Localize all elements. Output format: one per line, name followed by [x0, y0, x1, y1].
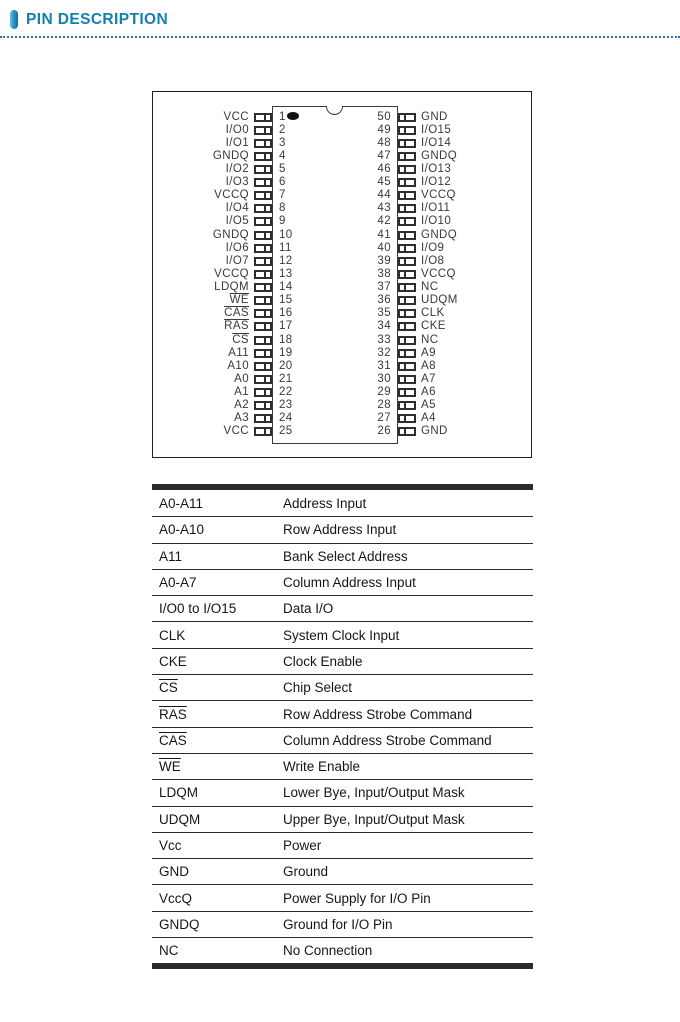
pin-number-right: 33: [377, 333, 391, 346]
pin-symbol-right: [398, 362, 416, 371]
pin-symbol-left: [254, 283, 272, 292]
pin-number-right: 34: [377, 320, 391, 333]
pin-number-right: 47: [377, 149, 391, 162]
pin-name-cell: CKE: [159, 653, 187, 669]
pin-row: [153, 307, 531, 320]
pin-numbers: [272, 242, 398, 255]
pin-symbol-left: [254, 322, 272, 331]
pin-row: [153, 334, 531, 347]
pin-symbol-left: [254, 244, 272, 253]
pin-name-cell: UDQM: [159, 811, 201, 827]
pin-number-right: 36: [377, 294, 391, 307]
pin-label-left: I/O2: [225, 162, 249, 175]
pin-symbol-right: [398, 113, 416, 122]
pin-number-right: 29: [377, 386, 391, 399]
pin-symbol-right: [398, 191, 416, 200]
pin-label-right: A9: [421, 346, 436, 359]
pin-label-left: $\overline{CAS}$: [224, 307, 249, 320]
table-row: [152, 911, 533, 937]
pin-desc-cell: Upper Bye, Input/Output Mask: [283, 811, 465, 827]
table-row: [152, 779, 533, 805]
pin-name-cell: GND: [159, 864, 189, 880]
pin-symbol-right: [398, 126, 416, 135]
pin-symbol-right: [398, 165, 416, 174]
section-header: [0, 0, 680, 29]
pin-number-left: 8: [279, 202, 286, 215]
pin-label-left: A3: [234, 412, 249, 425]
pin-symbol-right: [398, 296, 416, 305]
pin-symbol-right: [398, 336, 416, 345]
pin-symbol-left: [254, 427, 272, 436]
pin-numbers: [272, 137, 398, 150]
pin-number-right: 37: [377, 281, 391, 294]
pin-symbol-left: [254, 217, 272, 226]
pin-label-left: I/O4: [225, 202, 249, 215]
pin-symbol-right: [398, 178, 416, 187]
pin-number-right: 49: [377, 123, 391, 136]
pin-number-left: 10: [279, 228, 293, 241]
pin-desc-cell: No Connection: [283, 943, 373, 959]
pin-number-left: 13: [279, 267, 293, 280]
pin-label-right: NC: [421, 333, 439, 346]
pin-row: [153, 150, 531, 163]
page-title: PIN DESCRIPTION: [26, 10, 169, 28]
pin-numbers: [272, 150, 398, 163]
pin-label-right: A8: [421, 359, 436, 372]
pin-numbers: [272, 163, 398, 176]
pin-symbol-right: [398, 152, 416, 161]
pin-numbers: [272, 202, 398, 215]
pin-row: [153, 320, 531, 333]
pin-symbol-right: [398, 139, 416, 148]
pin-label-right: VCCQ: [421, 267, 456, 280]
pin-symbol-right: [398, 204, 416, 213]
pin-row: [153, 268, 531, 281]
pin-number-left: 18: [279, 333, 293, 346]
pin-symbol-right: [398, 257, 416, 266]
pin-symbol-left: [254, 362, 272, 371]
pin-number-left: 16: [279, 307, 293, 320]
pin-number-right: 35: [377, 307, 391, 320]
pin-symbol-right: [398, 401, 416, 410]
pin-number-left: 5: [279, 162, 286, 175]
pin-symbol-left: [254, 375, 272, 384]
pin-number-right: 46: [377, 162, 391, 175]
pin-desc-cell: Column Address Strobe Command: [283, 732, 492, 748]
pin-number-left: 11: [279, 241, 292, 254]
pin-numbers: [272, 281, 398, 294]
pin-label-left: I/O3: [225, 176, 249, 189]
pin-number-left: 19: [279, 346, 293, 359]
pin-number-left: 4: [279, 149, 286, 162]
pin-symbol-left: [254, 257, 272, 266]
pin-number-left: 7: [279, 189, 286, 202]
pin-label-right: I/O9: [421, 241, 445, 254]
pin-number-left: 25: [279, 425, 293, 438]
pin-row: [153, 347, 531, 360]
pin-name-cell: $\overline{WE}$: [159, 759, 181, 775]
pin-desc-cell: Ground: [283, 864, 329, 880]
pin-desc-cell: Clock Enable: [283, 653, 363, 669]
pin-label-right: I/O13: [421, 162, 452, 175]
pin-symbol-left: [254, 414, 272, 423]
pin-numbers: [272, 386, 398, 399]
pin-name-cell: VccQ: [159, 890, 193, 906]
pin-number-right: 44: [377, 189, 391, 202]
pin-label-right: A7: [421, 372, 436, 385]
pin-symbol-right: [398, 427, 416, 436]
pin-numbers: [272, 373, 398, 386]
table-row: [152, 700, 533, 726]
pin-label-left: GNDQ: [212, 149, 249, 162]
pin-name-cell: A0-A10: [159, 522, 205, 538]
pin-symbol-right: [398, 231, 416, 240]
table-row: [152, 543, 533, 569]
pin-number-right: 48: [377, 136, 391, 149]
pin-row: [153, 373, 531, 386]
pin-number-right: 26: [377, 425, 391, 438]
pin-symbol-left: [254, 401, 272, 410]
pin-number-left: 21: [279, 372, 293, 385]
pin-label-right: I/O14: [421, 136, 452, 149]
pin-row: [153, 255, 531, 268]
pin-desc-cell: Row Address Input: [283, 522, 397, 538]
pin-label-right: I/O11: [421, 202, 451, 215]
table-row: [152, 490, 533, 516]
pin-label-left: $\overline{RAS}$: [224, 320, 249, 333]
pin-name-cell: I/O0 to I/O15: [159, 601, 237, 617]
pin-desc-cell: Data I/O: [283, 601, 334, 617]
pin-symbol-right: [398, 309, 416, 318]
pin-label-right: NC: [421, 281, 439, 294]
pin-numbers: [272, 320, 398, 333]
pin-desc-cell: System Clock Input: [283, 627, 400, 643]
pin-number-left: 12: [279, 254, 293, 267]
pin-symbol-right: [398, 388, 416, 397]
pin-desc-cell: Row Address Strobe Command: [283, 706, 473, 722]
pin-row: [153, 386, 531, 399]
pin-number-left: 15: [279, 294, 293, 307]
pin-row: [153, 360, 531, 373]
pin-numbers: [272, 334, 398, 347]
pin-label-left: LDQM: [214, 281, 249, 294]
pin-numbers: [272, 229, 398, 242]
pin-symbol-right: [398, 283, 416, 292]
pin-symbol-left: [254, 191, 272, 200]
pin-label-left: A10: [227, 359, 249, 372]
pin-name-cell: $\overline{CS}$: [159, 680, 178, 696]
pin-numbers: [272, 307, 398, 320]
pin-numbers: [272, 189, 398, 202]
table-row: [152, 595, 533, 621]
pin-number-left: 9: [279, 215, 286, 228]
pin-label-left: I/O0: [225, 123, 249, 136]
pin-name-cell: A11: [159, 548, 183, 564]
pin-desc-cell: Column Address Input: [283, 575, 416, 591]
pin-number-right: 50: [377, 110, 391, 123]
table-row: [152, 832, 533, 858]
pin-name-cell: $\overline{RAS}$: [159, 706, 187, 722]
pin-desc-cell: Bank Select Address: [283, 548, 408, 564]
pin-number-left: 24: [279, 412, 293, 425]
pin1-dot-icon: [287, 112, 299, 120]
pin-label-left: A11: [228, 346, 249, 359]
pin-symbol-left: [254, 204, 272, 213]
pin-number-left: 17: [279, 320, 293, 333]
pin-desc-cell: Address Input: [283, 495, 367, 511]
pin-label-right: GNDQ: [421, 228, 458, 241]
pin-symbol-left: [254, 139, 272, 148]
section-marker-icon: [10, 10, 18, 29]
pin-row: [153, 399, 531, 412]
table-row: [152, 937, 533, 963]
pin-number-right: 42: [377, 215, 391, 228]
pin-number-right: 43: [377, 202, 391, 215]
table-row: [152, 858, 533, 884]
table-row: [152, 674, 533, 700]
pin-name-cell: LDQM: [159, 785, 199, 801]
pin-name-cell: A0-A7: [159, 575, 197, 591]
pin-number-left: 20: [279, 359, 293, 372]
pin-row: [153, 202, 531, 215]
pin-label-left: VCCQ: [214, 189, 249, 202]
pin-row: [153, 242, 531, 255]
pin-symbol-left: [254, 231, 272, 240]
pin-symbol-left: [254, 296, 272, 305]
pin-label-left: A1: [234, 386, 249, 399]
table-row: [152, 516, 533, 542]
table-row: [152, 569, 533, 595]
content-column: [152, 91, 533, 969]
pin-desc-cell: Ground for I/O Pin: [283, 916, 393, 932]
pin-number-right: 27: [377, 412, 391, 425]
pin-numbers: [272, 124, 398, 137]
pin-row: [153, 137, 531, 150]
pin-label-left: A2: [234, 399, 249, 412]
pin-number-right: 31: [377, 359, 391, 372]
pin-numbers: [272, 294, 398, 307]
pin-symbol-left: [254, 309, 272, 318]
pin-label-left: VCC: [223, 110, 249, 123]
pin-row: [153, 281, 531, 294]
pin-label-left: VCCQ: [214, 267, 249, 280]
pin-number-right: 39: [377, 254, 391, 267]
pin-name-cell: GNDQ: [159, 916, 200, 932]
pin-symbol-left: [254, 152, 272, 161]
pin-symbol-right: [398, 322, 416, 331]
pin-label-right: GND: [421, 425, 448, 438]
pin-symbol-right: [398, 244, 416, 253]
pin-label-right: CLK: [421, 307, 445, 320]
pin-label-left: I/O6: [225, 241, 249, 254]
pin-symbol-right: [398, 414, 416, 423]
pin-number-left: 14: [279, 281, 293, 294]
pin-row: [153, 176, 531, 189]
pin-desc-cell: Chip Select: [283, 680, 353, 696]
pin-symbol-left: [254, 113, 272, 122]
pin-label-right: CKE: [421, 320, 446, 333]
pin-row: [153, 215, 531, 228]
pin-number-left: 23: [279, 399, 293, 412]
pin-row: [153, 189, 531, 202]
pin-diagram: [152, 91, 532, 458]
pin-numbers: [272, 360, 398, 373]
pin-numbers: [272, 215, 398, 228]
pin-row: [153, 229, 531, 242]
pin-row: [153, 111, 531, 124]
table-row: [152, 753, 533, 779]
pin-name-cell: CLK: [159, 627, 186, 643]
pin-numbers: [272, 176, 398, 189]
pin-row: [153, 294, 531, 307]
pin-name-cell: NC: [159, 943, 179, 959]
pin-number-right: 41: [377, 228, 391, 241]
pin-number-left: 1: [279, 110, 286, 123]
table-row: [152, 884, 533, 910]
pin-symbol-left: [254, 349, 272, 358]
pin-number-right: 32: [377, 346, 391, 359]
pin-symbol-left: [254, 126, 272, 135]
pin-number-right: 30: [377, 372, 391, 385]
pin-label-right: A4: [421, 412, 436, 425]
pin-symbol-left: [254, 336, 272, 345]
pin-number-right: 38: [377, 267, 391, 280]
pin-row: [153, 412, 531, 425]
table-row: [152, 648, 533, 674]
pin-numbers: [272, 268, 398, 281]
pin-number-left: 2: [279, 123, 286, 136]
pin-number-right: 28: [377, 399, 391, 412]
pin-symbol-left: [254, 178, 272, 187]
pin-symbol-left: [254, 270, 272, 279]
pin-symbol-right: [398, 270, 416, 279]
pin-numbers: [272, 255, 398, 268]
pin-numbers: [272, 399, 398, 412]
pin-symbol-right: [398, 217, 416, 226]
pin-label-left: A0: [234, 372, 249, 385]
pin-label-left: I/O1: [225, 136, 249, 149]
pin-desc-cell: Power Supply for I/O Pin: [283, 890, 431, 906]
pin-number-right: 45: [377, 176, 391, 189]
pin-name-cell: Vcc: [159, 838, 182, 853]
table-row: [152, 806, 533, 832]
pin-label-left: $\overline{WE}$: [229, 294, 249, 307]
dotted-separator: [0, 36, 680, 38]
pin-label-right: GNDQ: [421, 149, 458, 162]
pin-symbol-left: [254, 388, 272, 397]
pin-label-left: GNDQ: [212, 228, 249, 241]
pin-row: [153, 163, 531, 176]
pin-numbers: [272, 425, 398, 438]
pin-label-right: I/O15: [421, 123, 452, 136]
pin-label-right: I/O8: [421, 254, 445, 267]
pin-symbol-left: [254, 165, 272, 174]
pin-numbers: [272, 412, 398, 425]
pin-label-right: UDQM: [421, 294, 458, 307]
pin-desc-cell: Write Enable: [283, 759, 361, 775]
pin-label-right: A6: [421, 386, 436, 399]
pin-row: [153, 425, 531, 438]
pin-label-right: GND: [421, 110, 448, 123]
table-row: [152, 621, 533, 647]
pin-number-left: 22: [279, 386, 293, 399]
pin-label-left: I/O5: [225, 215, 249, 228]
pin-numbers: [272, 347, 398, 360]
pin-number-left: 3: [279, 136, 286, 149]
pin-table: [152, 484, 533, 969]
pin-desc-cell: Power: [283, 838, 322, 853]
pin-label-left: I/O7: [225, 254, 249, 267]
pin-label-right: I/O10: [421, 215, 452, 228]
pin-number-left: 6: [279, 176, 286, 189]
pin-symbol-right: [398, 349, 416, 358]
pin-desc-cell: Lower Bye, Input/Output Mask: [283, 785, 465, 801]
pin-name-cell: A0-A11: [159, 495, 204, 511]
pin-label-right: I/O12: [421, 176, 452, 189]
pin-number-right: 40: [377, 241, 391, 254]
pin-name-cell: $\overline{CAS}$: [159, 732, 187, 748]
pin-label-right: VCCQ: [421, 189, 456, 202]
pin-symbol-right: [398, 375, 416, 384]
pin-label-left: $\overline{CS}$: [232, 333, 249, 346]
table-row: [152, 727, 533, 753]
pin-label-right: A5: [421, 399, 436, 412]
pin-row: [153, 124, 531, 137]
pin-label-left: VCC: [223, 425, 249, 438]
